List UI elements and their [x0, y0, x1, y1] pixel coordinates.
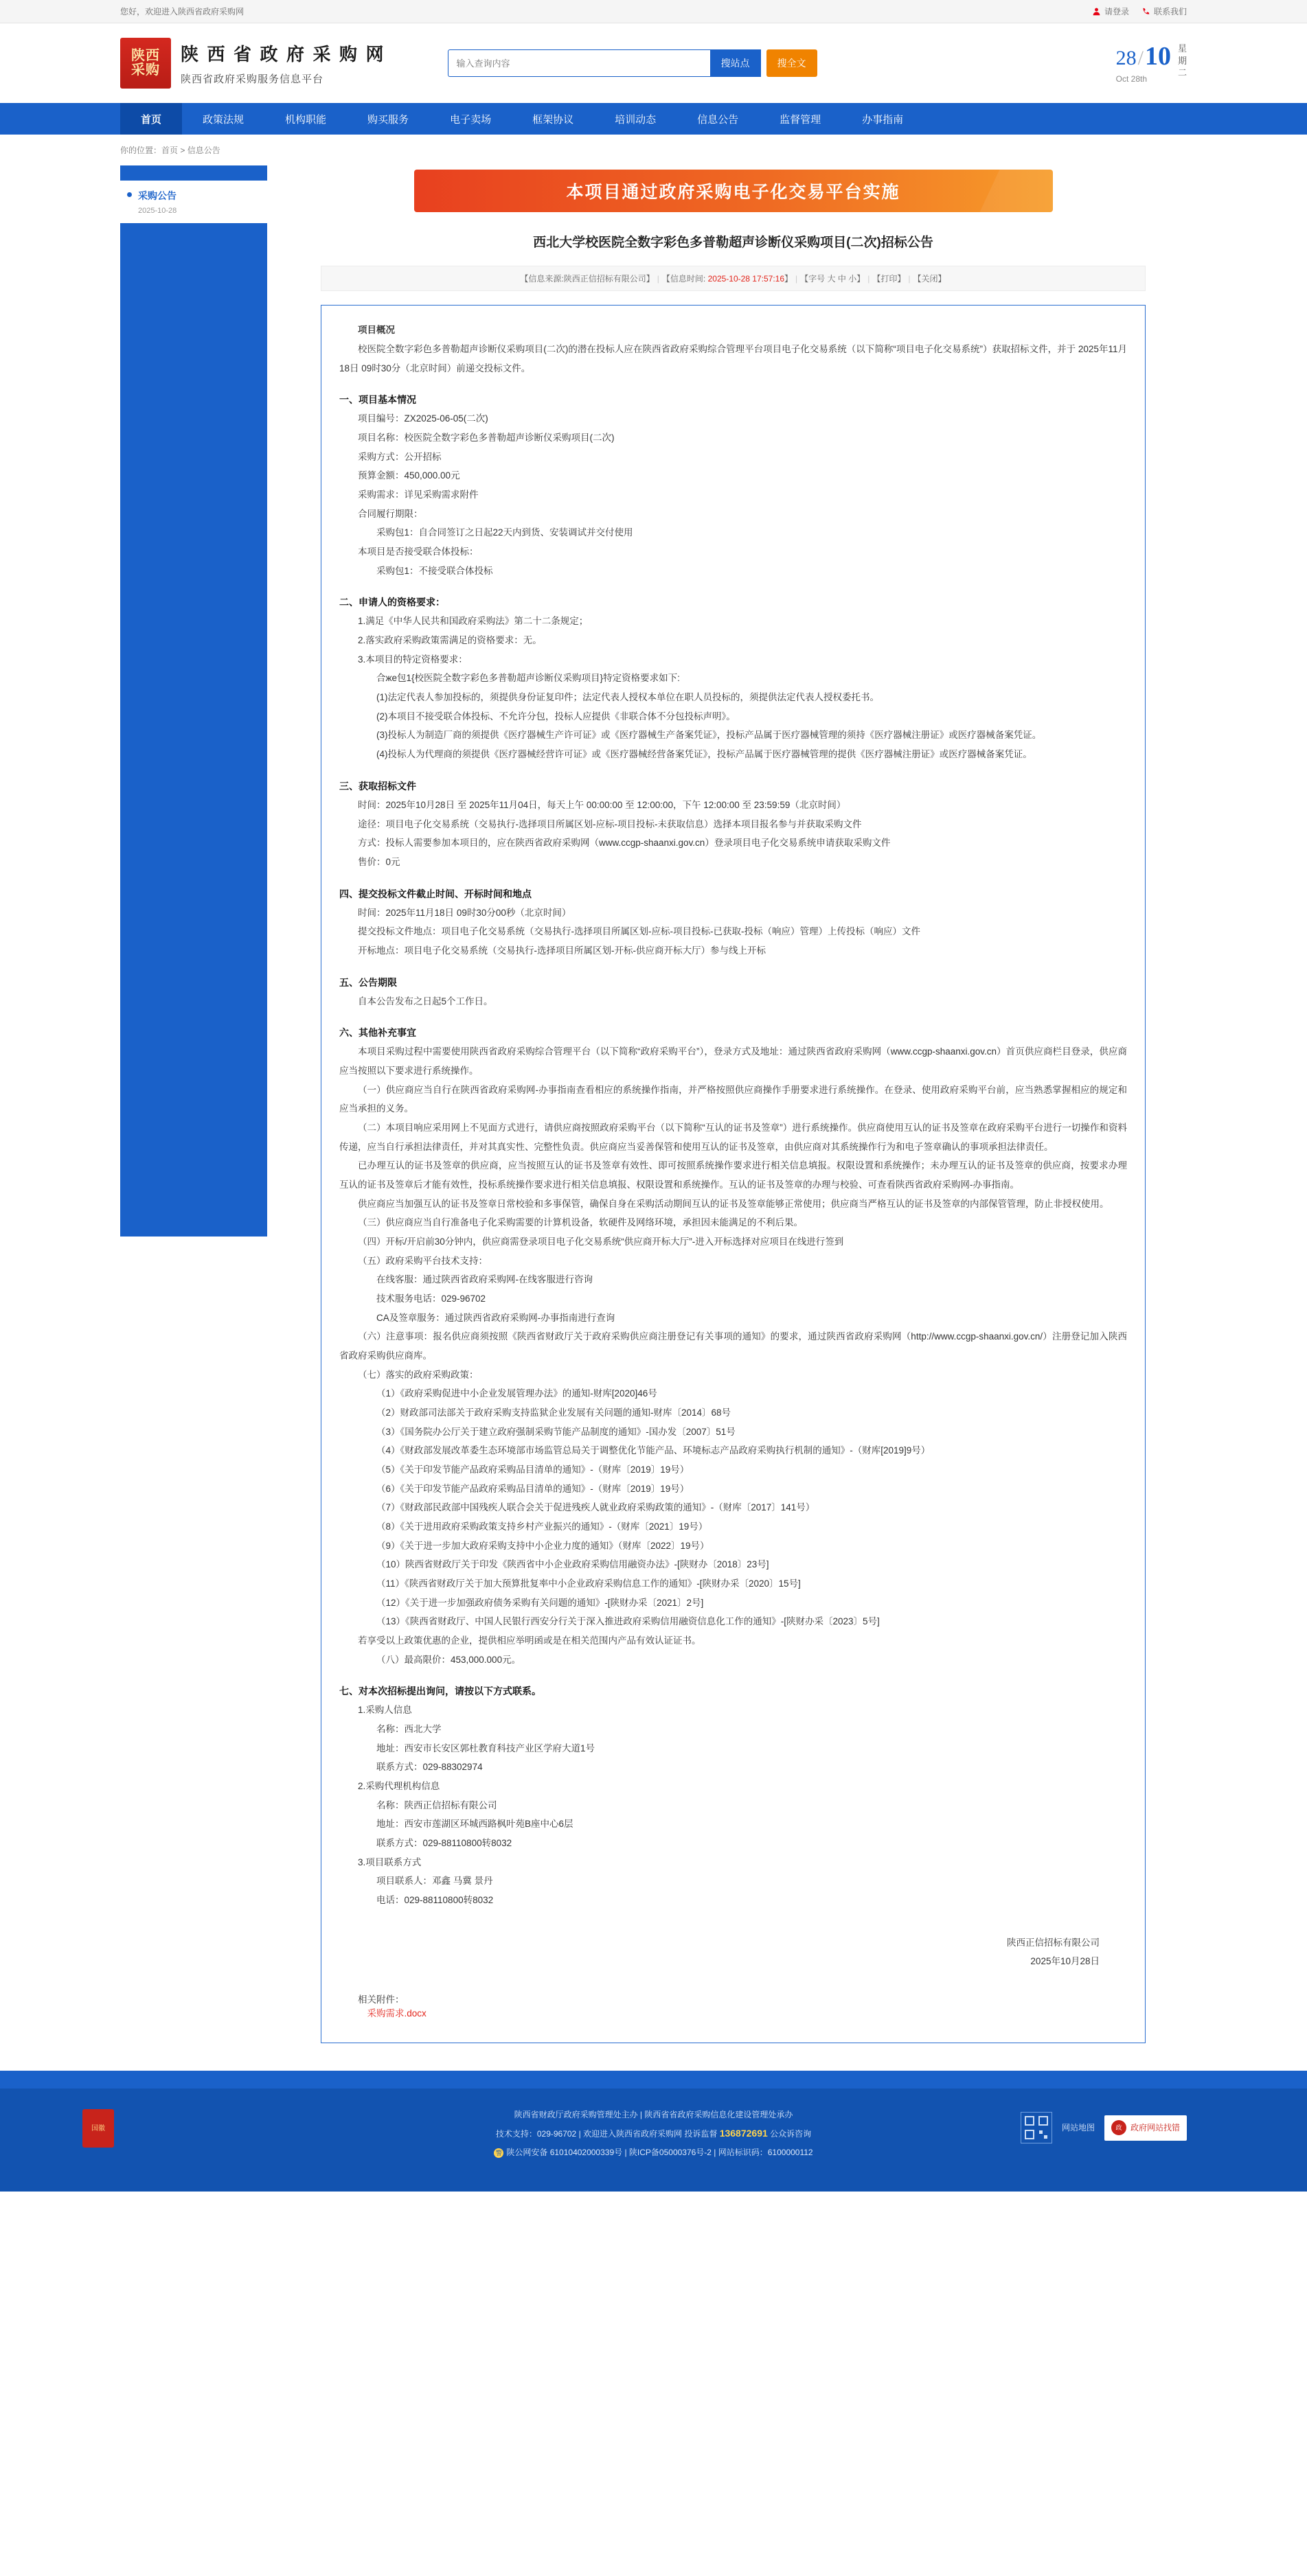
section-5-line-21: （9）《关于进一步加大政府采购支持中小企业力度的通知》（财库〔2022〕19号） — [376, 1540, 709, 1551]
sidebar-item-0[interactable] — [120, 181, 267, 223]
section-5-line-7: （五）政府采购平台技术支持： — [358, 1255, 488, 1266]
section-heading-6: 七、对本次招标提出询问，请按以下方式联系。 — [339, 1686, 541, 1697]
section-5-line-5: （三）供应商应当自行准备电子化采购需要的计算机设备，软硬件及网络环境，承担因未能满足的不利后果。 — [358, 1217, 803, 1228]
greeting-text — [120, 5, 244, 17]
nav-item-label: 电子卖场 — [450, 113, 492, 126]
summary-body: 校医院全数字彩色多普勒超声诊断仪采购项目(二次)的潜在投标人应在陕西省政府采购综合管理平台项目电子化交易系统（以下简称“项目电子化交易系统”）获取招标文件，并于 2025年11月18日 09时30分（北京时间）前递交投标文件。 — [339, 344, 1127, 373]
weekday-line1: 星 — [1177, 43, 1187, 54]
nav-item-9[interactable] — [841, 103, 924, 135]
promo-banner-text: 本项目通过政府采购电子化交易平台实施 — [566, 183, 900, 202]
search-site-button[interactable]: 搜站点 — [710, 49, 761, 77]
meta-time-value: 2025-10-28 17:57:16 — [707, 274, 785, 284]
gov-error-report-badge[interactable] — [1104, 2115, 1187, 2141]
nav-item-8[interactable] — [759, 103, 841, 135]
meta-source-value: 陕西正信招标有限公司】 — [563, 274, 655, 284]
section-6-line-3: 联系方式：029-88302974 — [376, 1762, 483, 1773]
section-5-line-4: 供应商应当加强互认的证书及签章日常校验和多事保管，确保自身在采购活动期间互认的证书及签章能够正常使用；供应商当严格互认的证书及签章的内部保管管理，防止非授权使用。 — [358, 1198, 1109, 1209]
site-logo[interactable] — [120, 38, 386, 89]
section-5-line-1: （一）供应商应当自行在陕西省政府采购网-办事指南查看相应的系统操作指南，并严格按照供应商操作手册要求进行系统操作。在登录、使用政府采购平台前，应当熟悉掌握相应的规定和应当承担的义务。 — [339, 1084, 1127, 1114]
section-2-line-3: 售价：0元 — [358, 856, 400, 867]
nav-item-label: 机构职能 — [285, 113, 327, 126]
logo-emblem-line1: 陕西 — [131, 48, 160, 63]
gov-badge-label: 政府网站找错 — [1130, 2122, 1180, 2132]
nav-item-5[interactable] — [512, 103, 594, 135]
section-heading-2: 三、获取招标文件 — [339, 780, 416, 792]
breadcrumb-item-0[interactable]: 首页 — [161, 146, 179, 155]
breadcrumb-prefix: 你的位置： — [120, 146, 162, 155]
section-3-line-0: 时间：2025年11月18日 09时30分00秒（北京时间） — [358, 907, 571, 918]
section-1-line-3: 合же包1{校医院全数字彩色多普勒超声诊断仪采购项目}特定资格要求如下: — [376, 673, 680, 684]
section-2-line-0: 时间：2025年10月28日 至 2025年11月04日，每天上午 00:00:00 至 12:00:00，下午 12:00:00 至 23:59:59（北京时间） — [358, 799, 846, 810]
section-heading-4: 五、公告期限 — [339, 976, 397, 988]
meta-font-label: 【字号 — [800, 274, 826, 284]
article-meta: 【信息来源:陕西正信招标有限公司】 | 【信息时间: 2025-10-28 17:57:16】 | 【字号 大 中 小】 | 【打印】 | 【关闭】 — [321, 266, 1146, 291]
qr-code-icon — [1021, 2112, 1052, 2143]
section-0-line-7: 本项目是否接受联合体投标： — [358, 547, 479, 557]
top-links — [1092, 5, 1187, 17]
signature-date: 2025年10月28日 — [1030, 1956, 1100, 1967]
police-badge-icon: 警 — [494, 2148, 503, 2158]
section-4-line-0: 自本公告发布之日起5个工作日。 — [358, 996, 493, 1007]
qr-code-glyph — [1025, 2116, 1048, 2139]
search-input[interactable] — [448, 49, 710, 77]
section-5-line-16: （4）《财政部发展改革委生态环境部市场监管总局关于调整优化节能产品、环境标志产品政府采购执行机制的通知》-（财库[2019]9号） — [376, 1445, 931, 1456]
logo-emblem-line2: 采购 — [131, 62, 160, 78]
section-heading-1: 二、申请人的资格要求： — [339, 597, 445, 608]
main-nav — [0, 103, 1307, 135]
section-0-line-8: 采购包1：不接受联合体投标 — [376, 565, 493, 576]
sidebar — [120, 165, 267, 1237]
article-sections — [339, 393, 1127, 1909]
breadcrumb-separator: > — [178, 146, 187, 155]
weekday-block — [1178, 43, 1187, 79]
phone-icon — [1141, 7, 1150, 16]
section-5-line-15: （3）《国务院办公厅关于建立政府强制采购节能产品制度的通知》-国办发〔2007〕51号 — [376, 1426, 736, 1437]
article-body — [321, 305, 1146, 2043]
section-5-line-18: （6）《关于印发节能产品政府采购品目清单的通知》-（财库〔2019〕19号） — [376, 1483, 690, 1494]
font-size-medium[interactable]: 中 — [837, 274, 846, 284]
print-button[interactable]: 【打印】 — [872, 274, 906, 284]
nav-item-label: 首页 — [141, 113, 162, 126]
login-label: 请登录 — [1104, 7, 1129, 16]
nav-item-7[interactable] — [677, 103, 759, 135]
section-5-line-12: （七）落实的政府采购政策： — [358, 1369, 479, 1380]
logo-emblem — [120, 38, 171, 89]
section-5-line-20: （8）《关于进用政府采购政策支持乡村产业振兴的通知》-（财库〔2021〕19号） — [376, 1521, 708, 1532]
section-1-line-6: (3)投标人为制造厂商的须提供《医疗器械生产许可证》或《医疗器械生产备案凭证》，投标产品属于医疗器械管理的须持《医疗器械注册证》或医疗器械备案凭证。 — [376, 730, 1042, 741]
section-6-line-9: 项目联系人：邓鑫 马冀 景丹 — [376, 1876, 493, 1887]
section-6-line-5: 名称：陕西正信招标有限公司 — [376, 1799, 497, 1810]
section-heading-3: 四、提交投标文件截止时间、开标时间和地点 — [339, 888, 532, 899]
weekday-line2: 期 — [1177, 55, 1187, 66]
section-6-line-7: 联系方式：029-88110800转8032 — [376, 1838, 512, 1849]
section-heading-0: 一、项目基本情况 — [339, 394, 416, 406]
section-6-line-1: 名称：西北大学 — [376, 1724, 442, 1735]
section-5-line-6: （四）开标/开启前30分钟内，供应商需登录项目电子化交易系统“供应商开标大厅”-进入开标选择对应项目在线进行签到 — [358, 1236, 844, 1247]
sidebar-item-date: 2025-10-28 — [138, 207, 177, 215]
section-0-line-2: 采购方式：公开招标 — [358, 451, 442, 462]
section-5-line-23: （11）《陕西省财政厅关于加大预算批复率中小企业政府采购信息工作的通知》-[陕财办采〔2020〕15号] — [376, 1578, 801, 1589]
section-5-line-17: （5）《关于印发节能产品政府采购品目清单的通知》-（财库〔2019〕19号） — [376, 1464, 690, 1475]
top-utility-bar — [0, 0, 1307, 23]
section-1-line-5: (2)本项目不接受联合体投标、不允许分包，投标人应提供《非联合体不分包投标声明》。 — [376, 711, 736, 722]
nav-item-3[interactable] — [347, 103, 429, 135]
page-title: 西北大学校医院全数字彩色多普勒超声诊断仪采购项目(二次)招标公告 — [533, 235, 933, 250]
meta-time-label: 【信息时间: — [661, 274, 706, 284]
close-button[interactable]: 【关闭】 — [913, 274, 946, 284]
footer-badges — [1021, 2112, 1187, 2143]
footer-line-2-pre: 技术支持：029-96702 | 欢迎进入陕西省政府采购网 投诉监督 — [495, 2129, 718, 2139]
attachment-link[interactable]: 采购需求.docx — [367, 2008, 427, 2019]
contact-link[interactable] — [1141, 5, 1187, 17]
section-5-line-19: （7）《财政部民政部中国残疾人联合会关于促进残疾人就业政府采购政策的通知》-（财库〔2017〕141号） — [376, 1502, 815, 1513]
section-5-line-0: 本项目采购过程中需要使用陕西省政府采购综合管理平台（以下简称“政府采购平台”），登录方式及地址：通过陕西省政府采购网（www.ccgp-shaanxi.gov.cn）首页供应商栏目登录，供应商应当按照以下要求进行系统操作。 — [339, 1046, 1127, 1076]
section-5-line-13: （1）《政府采购促进中小企业发展管理办法》的通知-财库[2020]46号 — [376, 1388, 657, 1399]
section-6-line-4: 2.采购代理机构信息 — [358, 1781, 440, 1792]
meta-font-end: 】 — [856, 274, 865, 284]
section-6-line-2: 地址：西安市长安区郭杜教育科技产业区学府大道1号 — [376, 1743, 595, 1753]
section-heading-5: 六、其他补充事宜 — [339, 1027, 416, 1039]
contact-label: 联系我们 — [1153, 7, 1187, 16]
date-display — [1116, 41, 1187, 84]
section-5-line-24: （12）《关于进一步加强政府债务采购有关问题的通知》-[陕财办采〔2021〕2号] — [376, 1597, 704, 1608]
summary-heading: 项目概况 — [358, 325, 395, 336]
section-0-line-3: 预算金额：450,000.00元 — [358, 470, 460, 481]
section-1-line-2: 3.本项目的特定资格要求： — [358, 654, 468, 665]
nav-item-1[interactable] — [182, 103, 264, 135]
meta-source-label: 【信息来源: — [520, 274, 564, 284]
nav-item-label: 政策法规 — [203, 113, 245, 126]
font-size-small[interactable]: 小 — [848, 274, 857, 284]
footer-hotline: 136872691 — [719, 2128, 768, 2139]
promo-banner — [414, 170, 1053, 212]
article-content — [280, 165, 1187, 2043]
section-1-line-7: (4)投标人为代理商的须提供《医疗器械经营许可证》或《医疗器械经营备案凭证》，投标产品属于医疗器械管理的提供《医疗器械注册证》或医疗器械备案凭证。 — [376, 749, 1032, 760]
nav-item-label: 信息公告 — [697, 113, 739, 126]
search-fulltext-button[interactable]: 搜全文 — [766, 49, 817, 77]
section-3-line-2: 开标地点：项目电子化交易系统（交易执行-选择项目所属区划-开标-供应商开标大厅）参与线上开标 — [358, 945, 766, 956]
site-name: 陕 西 省 政 府 采 购 网 — [181, 45, 386, 65]
section-5-line-14: （2）财政部司法部关于政府采购支持监狱企业发展有关问题的通知-财库〔2014〕68号 — [376, 1407, 731, 1418]
gov-seal-icon: 政 — [1111, 2120, 1126, 2135]
section-6-line-10: 电话：029-88110800转8032 — [376, 1895, 494, 1906]
footer-line-3 — [120, 2144, 1187, 2161]
weekday-line3: 二 — [1177, 67, 1187, 78]
nav-item-2[interactable] — [264, 103, 347, 135]
section-5-line-26: 若享受以上政策优惠的企业，提供相应举明函或是在相关范围内产品有效认证证书。 — [358, 1635, 701, 1646]
section-6-line-0: 1.采购人信息 — [358, 1705, 412, 1716]
section-6-line-8: 3.项目联系方式 — [358, 1856, 422, 1867]
greeting-label: 您好，欢迎进入陕西省政府采购网 — [120, 7, 245, 16]
section-5-line-11: （六）注意事项：报名供应商须按照《陕西省财政厅关于政府采购供应商注册登记有关事项的通知》的要求，通过陕西省政府采购网（http://www.ccgp-shaanxi.gov.cn/）注册登记加入陕西省政府采购供应商库。 — [339, 1331, 1127, 1361]
section-0-line-6: 采购包1：自合同签订之日起22天内到货、安装调试并交付使用 — [376, 527, 633, 538]
section-5-line-9: 技术服务电话：029-96702 — [376, 1293, 486, 1304]
signature-company: 陕西正信招标有限公司 — [1007, 1937, 1100, 1948]
nav-item-label: 监督管理 — [780, 113, 821, 126]
nav-item-4[interactable] — [429, 103, 512, 135]
attachment-label: 相关附件： — [358, 1994, 405, 2005]
footer-line-2-post: 公众诉咨询 — [770, 2129, 812, 2139]
section-6-line-6: 地址：西安市莲湖区环城西路枫叶苑B座中心6层 — [376, 1819, 573, 1830]
breadcrumb-item-1[interactable]: 信息公告 — [187, 146, 220, 155]
nav-item-label: 办事指南 — [862, 113, 904, 126]
section-5-line-27: （八）最高限价：453,000.000元。 — [376, 1654, 521, 1665]
site-map-link[interactable]: 网站地图 — [1061, 2122, 1095, 2132]
breadcrumb — [0, 135, 1307, 165]
login-link[interactable] — [1092, 5, 1129, 17]
section-5-line-3: 已办理互认的证书及签章的供应商，应当按照互认的证书及签章有效性、即可按照系统操作要求进行相关信息填报。权限设置和系统操作；未办理互认的证书及签章的供应商，按要求办理互认的证书及签章后才能有效性，投标系统操作要求进行相关信息填报、权限设置和系统操作。互认的证书及签章的办理与校验、可查看陕西省政府采购网-办事指南。 — [339, 1160, 1127, 1190]
nav-item-6[interactable] — [594, 103, 677, 135]
section-5-line-25: （13）《陕西省财政厅、中国人民银行西安分行关于深入推进政府采购信用融资信息化工作的通知》-[陕财办采〔2023〕5号] — [376, 1616, 880, 1627]
section-1-line-1: 2.落实政府采购政策需满足的资格要求：无。 — [358, 635, 542, 646]
section-2-line-1: 途径：项目电子化交易系统（交易执行-选择项目所属区划-应标-项目投标-未获取信息）选择本项目报名参与并获取采购文件 — [358, 818, 862, 829]
section-3-line-1: 提交投标文件地点：项目电子化交易系统（交易执行-选择项目所属区划-应标-项目投标-已获取-投标（响应）管理）上传投标（响应）文件 — [358, 926, 920, 937]
footer-icp-text: 陕公网安备 61010402000339号 | 陕ICP备05000376号-2 | 网站标识码：6100000112 — [506, 2147, 813, 2157]
section-5-line-10: CA及签章服务：通过陕西省政府采购网-办事指南进行查询 — [376, 1312, 615, 1323]
nav-item-label: 培训动态 — [615, 113, 657, 126]
site-subtitle: 陕西省政府采购服务信息平台 — [181, 73, 324, 85]
section-0-line-4: 采购需求：详见采购需求附件 — [358, 490, 479, 501]
page-layout — [0, 165, 1307, 2071]
nav-item-label: 购买服务 — [367, 113, 409, 126]
footer-line-1: 陕西省财政厅政府采购管理处主办 | 陕西省省政府采购信息化建设管理处承办 — [514, 2110, 793, 2120]
sidebar-item-title: 采购公告 — [138, 190, 177, 201]
meta-time-end: 】 — [784, 274, 793, 284]
section-1-line-4: (1)法定代表人参加投标的，须提供身份证复印件；法定代表人授权本单位在职人员投标的，须提供法定代表人授权委托书。 — [376, 692, 879, 703]
footer-divider — [0, 2071, 1307, 2089]
nav-item-0[interactable] — [120, 103, 182, 135]
section-5-line-22: （10）陕西省财政厅关于印发《陕西省中小企业政府采购信用融资办法》-[陕财办〔2018〕23号] — [376, 1559, 769, 1570]
date-sub: Oct 28th — [1115, 74, 1147, 84]
search-area — [448, 49, 817, 77]
site-footer — [0, 2089, 1307, 2192]
date-slash: / — [1137, 47, 1144, 69]
section-1-line-0: 1.满足《中华人民共和国政府采购法》第二十二条规定； — [358, 616, 589, 627]
nav-item-label: 框架协议 — [532, 113, 574, 126]
section-2-line-2: 方式：投标人需要参加本项目的，应在陕西省政府采购网（www.ccgp-shaanxi.gov.cn）登录项目电子化交易系统申请获取采购文件 — [358, 838, 891, 849]
date-month: 10 — [1144, 42, 1171, 71]
section-0-line-1: 项目名称：校医院全数字彩色多普勒超声诊断仪采购项目(二次) — [358, 433, 615, 444]
section-0-line-5: 合同履行期限： — [358, 508, 423, 519]
date-day-small: 28 — [1115, 47, 1137, 69]
section-5-line-2: （二）本项目响应采用网上不见面方式进行，请供应商按照政府采购平台（以下简称“互认的证书及签章”）进行系统操作。供应商使用互认的证书及签章在政府采购平台进行一切操作和资料传递，应当自行承担法律责任，并对其真实性、完整性负责。供应商应当妥善保管和使用互认的证书及签章，由供应商对其系统操作行为和电子签章确认的事项承担法律责任。 — [339, 1122, 1127, 1152]
section-5-line-8: 在线客服：通过陕西省政府采购网-在线客服进行咨询 — [376, 1274, 593, 1285]
national-emblem-icon: 国徽 — [82, 2109, 114, 2148]
section-0-line-0: 项目编号：ZX2025-06-05(二次) — [358, 413, 488, 424]
user-icon — [1092, 7, 1101, 16]
font-size-large[interactable]: 大 — [827, 274, 836, 284]
site-header — [0, 23, 1307, 103]
